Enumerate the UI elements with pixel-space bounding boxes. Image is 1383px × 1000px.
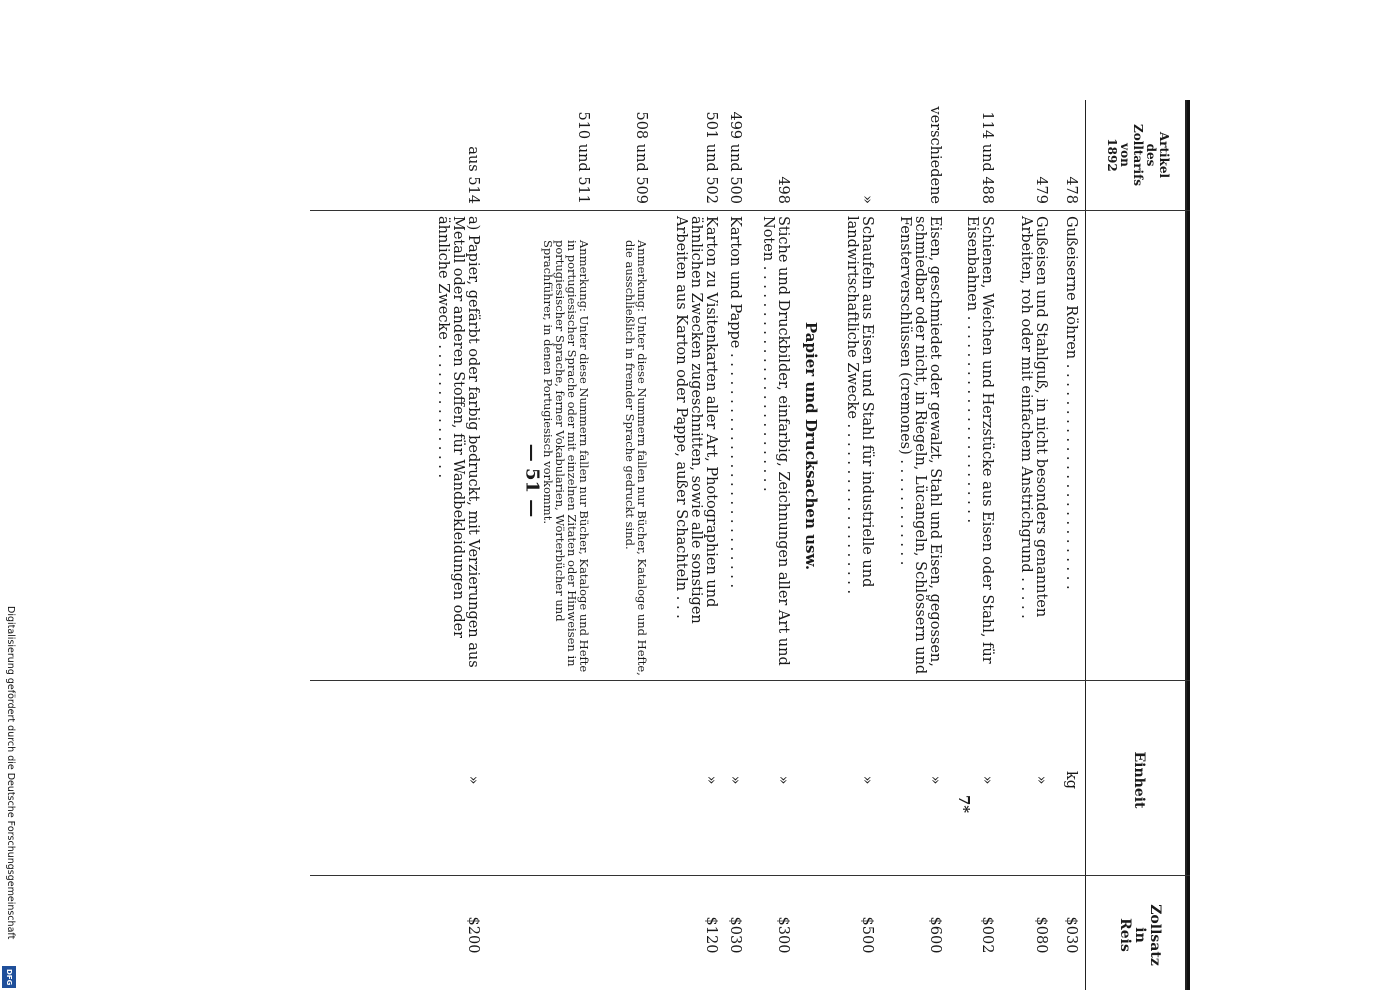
row-rate: $300 xyxy=(775,916,791,954)
header-rate: Zollsatz in Reis xyxy=(1117,904,1163,966)
section-title: Papier und Drucksachen usw. xyxy=(802,321,820,571)
row-rate: $200 xyxy=(465,916,481,954)
row-description: Stiche und Druckbilder, einfarbig, Zeichnungen aller Art und Noten . . . . . . . . . . . . . . . . . . . . . . . . . xyxy=(760,216,791,666)
signature-mark: 7* xyxy=(955,794,974,814)
row-note: Anmerkung: Unter diese Nummern fallen nur Bücher, Kataloge und Hefte, die ausschließlich in fremder Sprache gedruckt sind. xyxy=(623,240,649,676)
article-number: 501 und 502 xyxy=(703,111,719,204)
article-number: 508 und 509 xyxy=(633,111,649,204)
row-description: Gußeiserne Röhren . . . . . . . . . . . . . . . . . . . . . . . . . xyxy=(1063,216,1079,590)
row-unit: » xyxy=(927,775,943,785)
digitization-credit xyxy=(0,606,18,996)
page-number: — 51 — xyxy=(521,443,543,518)
row-rate: $030 xyxy=(727,916,743,954)
row-rate: $120 xyxy=(703,916,719,954)
article-number: 498 xyxy=(775,176,791,204)
row-rate: $600 xyxy=(927,916,943,954)
row-unit: » xyxy=(465,775,481,785)
row-description: Schienen, Weichen und Herzstücke aus Eisen oder Stahl, für Eisenbahnen . . . . . . . . . . . . . . . . . . . . . . . xyxy=(964,216,995,664)
article-number: » xyxy=(859,195,875,204)
row-rate: $500 xyxy=(859,916,875,954)
article-number: 479 xyxy=(1033,176,1049,204)
row-unit: » xyxy=(979,775,995,785)
row-rate: $080 xyxy=(1033,916,1049,954)
row-note: Anmerkung: Unter diese Nummern fallen nur Bücher, Kataloge und Hefte in portugiesischer Sprache oder mit einzelnen Zitaten oder Hinweisen in portugiesischer Sprache, ferner Vokabularien, Wörterbücher und Sprachführer, in denen Portugiesisch vorkommt. xyxy=(541,240,591,673)
top-rule-inner xyxy=(1185,100,1187,990)
row-rate: $030 xyxy=(1063,916,1079,954)
row-unit: » xyxy=(727,775,743,785)
article-number: 510 und 511 xyxy=(575,111,591,204)
row-unit: » xyxy=(703,775,719,785)
dfg-logo-icon: DFG xyxy=(2,966,16,988)
separator-article xyxy=(310,210,1190,211)
row-description: Schaufeln aus Eisen und Stahl für industrielle und landwirtschaftliche Zwecke . . . . . . . . . . . . . . . . . . . xyxy=(844,216,875,595)
header-unit: Einheit xyxy=(1131,751,1147,809)
row-description: Karton und Pappe . . . . . . . . . . . . . . . . . . . . . . . . . . xyxy=(727,216,743,589)
row-unit: » xyxy=(859,775,875,785)
row-unit: » xyxy=(775,775,791,785)
header-article: Artikel des Zolltarifs von 1892 xyxy=(1105,124,1171,186)
row-description: Eisen, geschmiedet oder gewalzt, Stahl und Eisen, gegossen, schmiedbar oder nicht, in Riegeln, Lücangeln, Schlössern und Fensterverschlüssen (cremones) . . . . . . . . . . . . xyxy=(897,216,943,675)
separator-desc xyxy=(310,680,1190,681)
row-description: Gußeisen und Stahlguß, in nicht besonders genannten Arbeiten, roh oder mit einfachem Anstrichgrund . . . . . xyxy=(1018,216,1049,619)
header-bottom-rule xyxy=(1085,100,1086,990)
top-rule xyxy=(1187,100,1190,990)
row-description: Karton zu Visitenkarten aller Art, Photographien und ähnlichen Zwecken zugeschnitten, sowie alle sonstigen Arbeiten aus Karton oder Pappe, außer Schachteln . . . xyxy=(673,216,719,624)
row-unit: kg xyxy=(1063,770,1079,790)
article-number: 478 xyxy=(1063,176,1079,204)
article-number: 499 und 500 xyxy=(727,111,743,204)
row-rate: $002 xyxy=(979,916,995,954)
article-number: verschiedene xyxy=(927,106,943,204)
separator-unit xyxy=(310,875,1190,876)
rotated-tariff-page xyxy=(310,100,1190,990)
table-header xyxy=(1085,100,1190,990)
row-unit: » xyxy=(1033,775,1049,785)
article-number: 114 und 488 xyxy=(979,111,995,204)
credit-text: Digitalisierung gefördert durch die Deutsche Forschungsgemeinschaft xyxy=(5,606,16,940)
article-number: aus 514 xyxy=(465,146,481,204)
row-description: a) Papier, gefärbt oder farbig bedruckt, mit Verzierungen aus Metall oder anderen Stoffen, für Wandbekleidungen oder ähnliche Zwecke . . . . . . . . . . . . . . . xyxy=(435,216,481,668)
